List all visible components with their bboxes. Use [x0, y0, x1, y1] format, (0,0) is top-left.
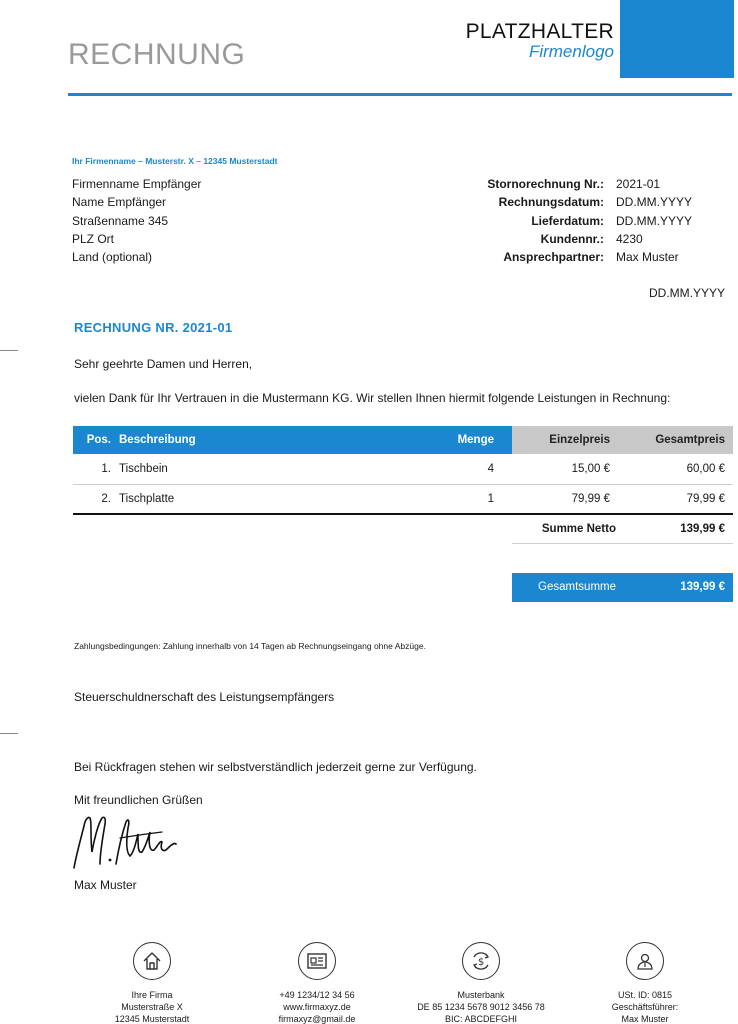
meta-value: 2021-01 — [616, 177, 661, 191]
footer-company — [67, 942, 237, 1024]
contact-card-icon — [298, 942, 336, 980]
footer-line: www.firmaxyz.de — [283, 1002, 351, 1013]
meta-value: DD.MM.YYYY — [616, 213, 693, 228]
cell-description: Tischplatte — [119, 484, 422, 514]
sender-address-line: Ihr Firmenname – Musterstr. X – 12345 Musterstadt — [72, 156, 278, 166]
meta-label: Rechnungsdatum: — [498, 195, 604, 210]
net-sum-row — [512, 514, 733, 544]
meta-value: 4230 — [616, 231, 643, 246]
cell-unit-price: 79,99 € — [512, 484, 626, 514]
contact-note: Bei Rückfragen stehen wir selbstverständlich jederzeit gerne zur Verfügung. — [74, 760, 477, 774]
meta-label: Ansprechpartner: — [503, 250, 604, 265]
cell-quantity: 4 — [422, 454, 512, 484]
line-items-table — [73, 426, 733, 515]
footer-line: DE 85 1234 5678 9012 3456 78 — [417, 1002, 545, 1013]
fold-mark — [0, 350, 18, 351]
footer-tax — [560, 942, 730, 1024]
bank-transfer-icon — [462, 942, 500, 980]
fold-mark — [0, 733, 18, 734]
footer-line: Musterbank — [457, 990, 505, 1000]
handwritten-signature — [70, 812, 180, 879]
net-sum-label: Summe Netto — [541, 523, 616, 535]
footer-contact — [232, 942, 402, 1024]
closing-regards: Mit freundlichen Grüßen — [74, 793, 203, 807]
document-date: DD.MM.YYYY — [648, 286, 725, 300]
svg-text:$: $ — [477, 957, 485, 968]
header-divider — [68, 93, 732, 96]
table-header-row — [73, 426, 733, 454]
recipient-line: Straßenname 345 — [72, 213, 169, 228]
table-row — [73, 454, 733, 484]
recipient-line: Name Empfänger — [72, 195, 167, 210]
cell-pos: 1. — [73, 454, 119, 484]
meta-label: Kundennr.: — [540, 231, 604, 246]
recipient-address — [72, 175, 201, 266]
logo-subtitle: Firmenlogo — [528, 42, 614, 61]
cell-pos: 2. — [73, 484, 119, 514]
footer-line: Musterstraße X — [121, 1002, 183, 1013]
footer-line: 12345 Musterstadt — [114, 1014, 190, 1024]
person-badge-icon — [626, 942, 664, 980]
recipient-line: Firmenname Empfänger — [72, 177, 202, 191]
signer-name: Max Muster — [74, 878, 137, 892]
document-title: RECHNUNG — [68, 38, 246, 71]
cell-unit-price: 15,00 € — [512, 454, 626, 484]
reverse-charge-note: Steuerschuldnerschaft des Leistungsempfängers — [74, 690, 335, 704]
meta-value: DD.MM.YYYY — [616, 195, 693, 210]
recipient-line: Land (optional) — [72, 250, 153, 265]
cell-quantity: 1 — [422, 484, 512, 514]
footer-line: firmaxyz@gmail.de — [278, 1014, 356, 1024]
cell-total-price: 60,00 € — [626, 454, 733, 484]
invoice-number-heading: RECHNUNG NR. 2021-01 — [74, 320, 233, 335]
payment-terms: Zahlungsbedingungen: Zahlung innerhalb von 14 Tagen ab Rechnungseingang ohne Abzüge. — [74, 641, 426, 651]
greeting-text: Sehr geehrte Damen und Herren, — [74, 357, 253, 371]
footer-line: Ihre Firma — [131, 990, 173, 1000]
meta-value: Max Muster — [616, 250, 679, 265]
house-icon — [133, 942, 171, 980]
invoice-meta — [470, 175, 692, 266]
column-header-quantity: Menge — [422, 426, 512, 454]
table-row — [73, 484, 733, 514]
footer-line: USt. ID: 0815 — [617, 990, 673, 1000]
footer-line: +49 1234/12 34 56 — [279, 990, 355, 1000]
column-header-description: Beschreibung — [119, 426, 422, 454]
footer-line: BIC: ABCDEFGHI — [444, 1014, 517, 1024]
net-sum-value: 139,99 € — [680, 523, 725, 535]
meta-label: Stornorechnung Nr.: — [487, 177, 604, 191]
grand-total-value: 139,99 € — [680, 581, 725, 593]
recipient-line: PLZ Ort — [72, 231, 115, 246]
footer-bank — [396, 942, 566, 1024]
meta-label: Lieferdatum: — [531, 213, 604, 228]
grand-total-label: Gesamtsumme — [538, 581, 616, 593]
grand-total-row — [512, 573, 733, 602]
cell-description: Tischbein — [119, 454, 422, 484]
column-header-pos: Pos. — [73, 426, 119, 454]
cell-total-price: 79,99 € — [626, 484, 733, 514]
footer-line: Max Muster — [621, 1014, 669, 1024]
column-header-total-price: Gesamtpreis — [626, 426, 733, 454]
footer-line: Geschäftsführer: — [611, 1002, 679, 1013]
column-header-unit-price: Einzelpreis — [512, 426, 626, 454]
logo-placeholder-text: PLATZHALTER — [465, 20, 614, 43]
logo-color-block — [620, 0, 734, 78]
intro-text: vielen Dank für Ihr Vertrauen in die Mustermann KG. Wir stellen Ihnen hiermit folgende Leistungen in Rechnung: — [74, 391, 671, 405]
